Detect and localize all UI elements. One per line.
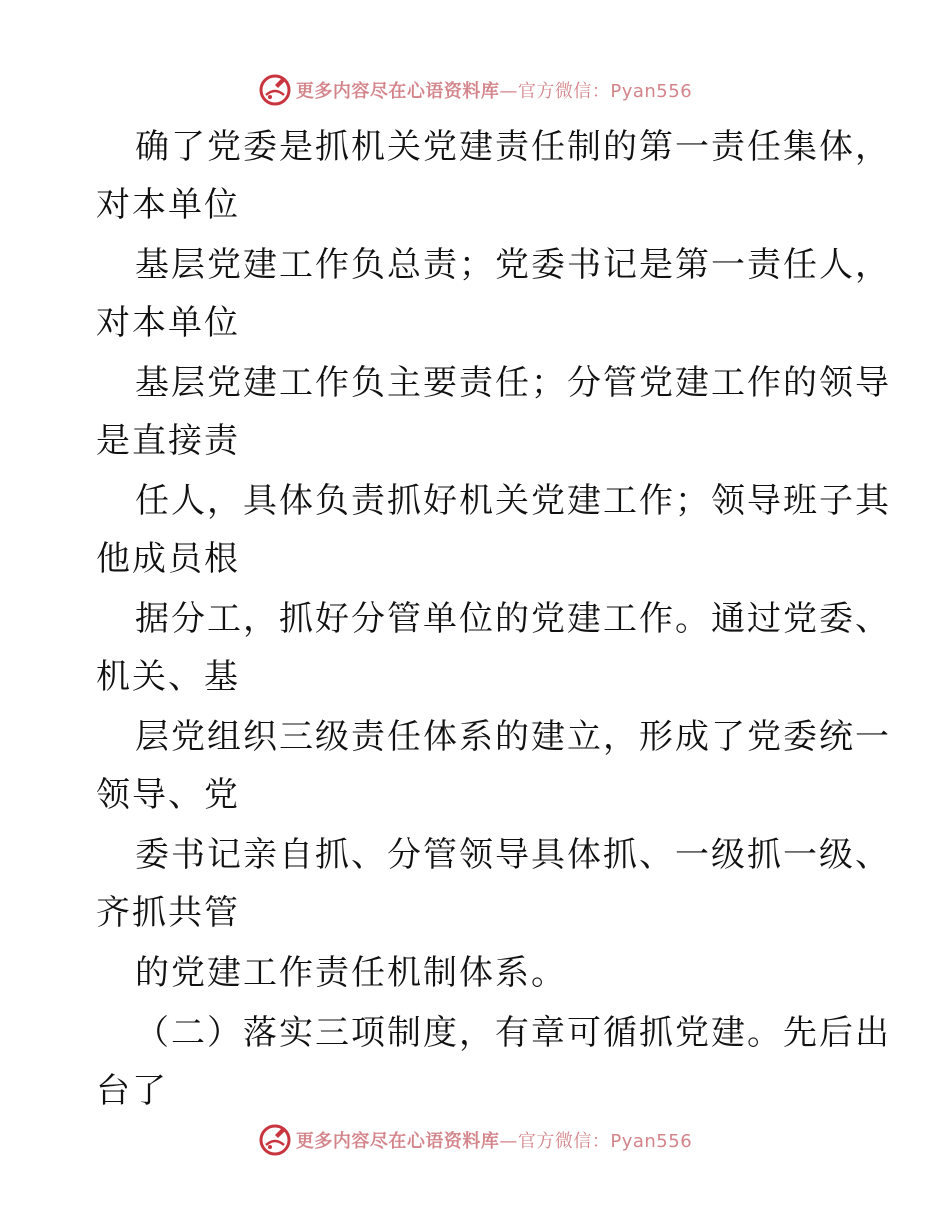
- text-line: 齐抓共管: [96, 893, 240, 933]
- text-line: 层党组织三级责任体系的建立，形成了党委统一: [135, 717, 891, 757]
- text-line: 据分工，抓好分管单位的党建工作。通过党委、: [135, 599, 891, 639]
- text-line: 领导、党: [96, 775, 240, 815]
- text-line: 确了党委是抓机关党建责任制的第一责任集体，: [135, 127, 891, 167]
- text-line: 他成员根: [96, 539, 240, 579]
- watermark-site-text: 更多内容尽在心语资料库: [295, 1131, 500, 1152]
- text-line: 任人，具体负责抓好机关党建工作；领导班子其: [135, 481, 891, 521]
- watermark-text: [296, 77, 692, 103]
- book-pen-logo-icon: [258, 73, 292, 107]
- text-line: 基层党建工作负主要责任；分管党建工作的领导: [135, 363, 891, 403]
- text-line: 的党建工作责任机制体系。: [135, 953, 567, 993]
- text-line: 对本单位: [96, 303, 240, 343]
- header-watermark: [0, 70, 950, 110]
- text-line: 委书记亲自抓、分管领导具体抓、一级抓一级、: [135, 835, 891, 875]
- watermark-text: [296, 1127, 692, 1153]
- text-line: （二）落实三项制度，有章可循抓党建。先后出: [135, 1013, 891, 1053]
- watermark-site-text: 更多内容尽在心语资料库: [295, 81, 500, 102]
- footer-watermark: [0, 1120, 950, 1160]
- book-pen-logo-icon: [258, 1123, 292, 1157]
- watermark-wechat-text: —官方微信：Pyan556: [499, 1131, 693, 1152]
- text-line: 机关、基: [96, 657, 240, 697]
- text-line: 基层党建工作负总责；党委书记是第一责任人，: [135, 245, 891, 285]
- text-line: 是直接责: [96, 421, 240, 461]
- watermark-wechat-text: —官方微信：Pyan556: [499, 81, 693, 102]
- text-line: 台了: [96, 1071, 168, 1111]
- text-line: 对本单位: [96, 185, 240, 225]
